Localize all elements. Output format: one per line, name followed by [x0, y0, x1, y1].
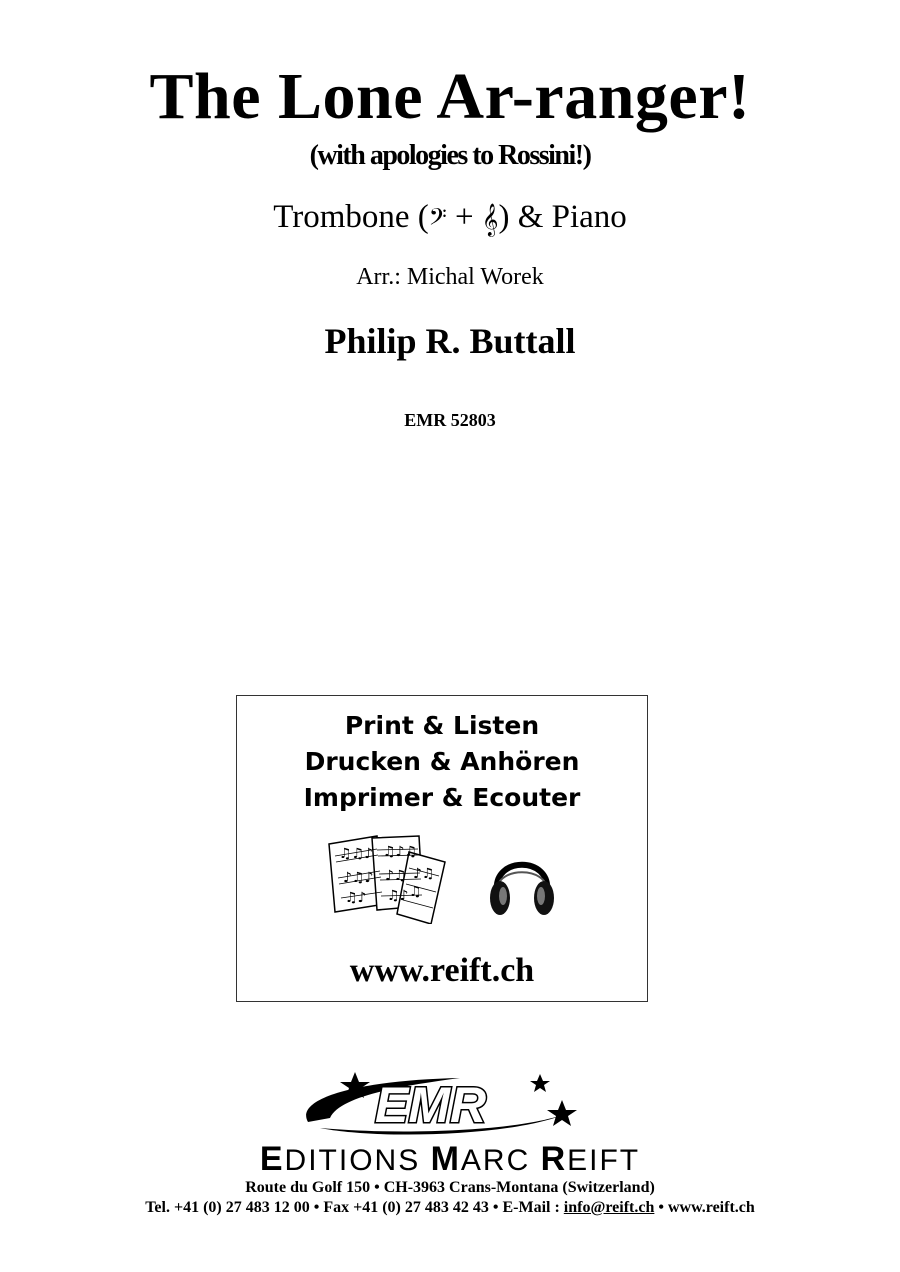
- catalog-number: EMR 52803: [404, 410, 496, 430]
- promo-line-german: Drucken & Anhören: [304, 747, 580, 776]
- arranger: Arr.: Michal Worek: [356, 264, 544, 290]
- sheet-music-icon: [327, 834, 457, 924]
- promo-line-french: Imprimer & Ecouter: [303, 783, 581, 812]
- subtitle: (with apologies to Rossini!): [309, 140, 591, 171]
- email-link[interactable]: info@reift.ch: [563, 1199, 655, 1216]
- publisher-eift: EIFT: [567, 1144, 641, 1177]
- svg-text:♪♫: ♪♫: [413, 866, 435, 882]
- publisher-e: E: [259, 1140, 285, 1178]
- headphones-icon: [487, 846, 557, 921]
- promo-website[interactable]: www.reift.ch: [349, 952, 535, 989]
- svg-text:♫♫♪: ♫♫♪: [339, 846, 374, 862]
- title: The Lone Ar-ranger!: [149, 60, 751, 133]
- emr-logo-text: EMR: [375, 1077, 487, 1133]
- print-listen-box: [236, 695, 648, 1002]
- publisher-r: R: [540, 1140, 568, 1178]
- publisher-address: Route du Golf 150 • CH-3963 Crans-Montana (Switzerland): [245, 1179, 655, 1196]
- instrumentation-prefix: Trombone (: [273, 199, 429, 235]
- publisher-contact: [0, 1198, 900, 1218]
- publisher-name: [0, 1142, 900, 1178]
- publisher-arc: ARC: [460, 1144, 541, 1177]
- svg-text:♪♫♪: ♪♫♪: [343, 870, 374, 886]
- svg-text:♫♪♫: ♫♪♫: [383, 844, 418, 860]
- contact-website[interactable]: • www.reift.ch: [654, 1199, 755, 1216]
- promo-line-english: Print & Listen: [344, 711, 540, 740]
- svg-text:♪♫: ♪♫: [385, 868, 407, 884]
- bass-clef-icon: 𝄢: [428, 203, 447, 236]
- emr-logo: [300, 1070, 600, 1140]
- svg-text:♫♪: ♫♪: [387, 888, 409, 904]
- svg-text:♫♪: ♫♪: [345, 890, 367, 906]
- publisher-m: M: [430, 1140, 461, 1178]
- instrumentation: [0, 198, 900, 237]
- composer: Philip R. Buttall: [324, 321, 576, 361]
- instrumentation-suffix: ) & Piano: [498, 199, 627, 235]
- instrumentation-plus: +: [446, 199, 482, 235]
- svg-text:♫: ♫: [409, 884, 422, 900]
- treble-clef-icon: 𝄞: [481, 203, 499, 236]
- contact-phone-fax: Tel. +41 (0) 27 483 12 00 • Fax +41 (0) 27 483 42 43 • E-Mail :: [145, 1199, 564, 1216]
- publisher-ditions: DITIONS: [284, 1144, 431, 1177]
